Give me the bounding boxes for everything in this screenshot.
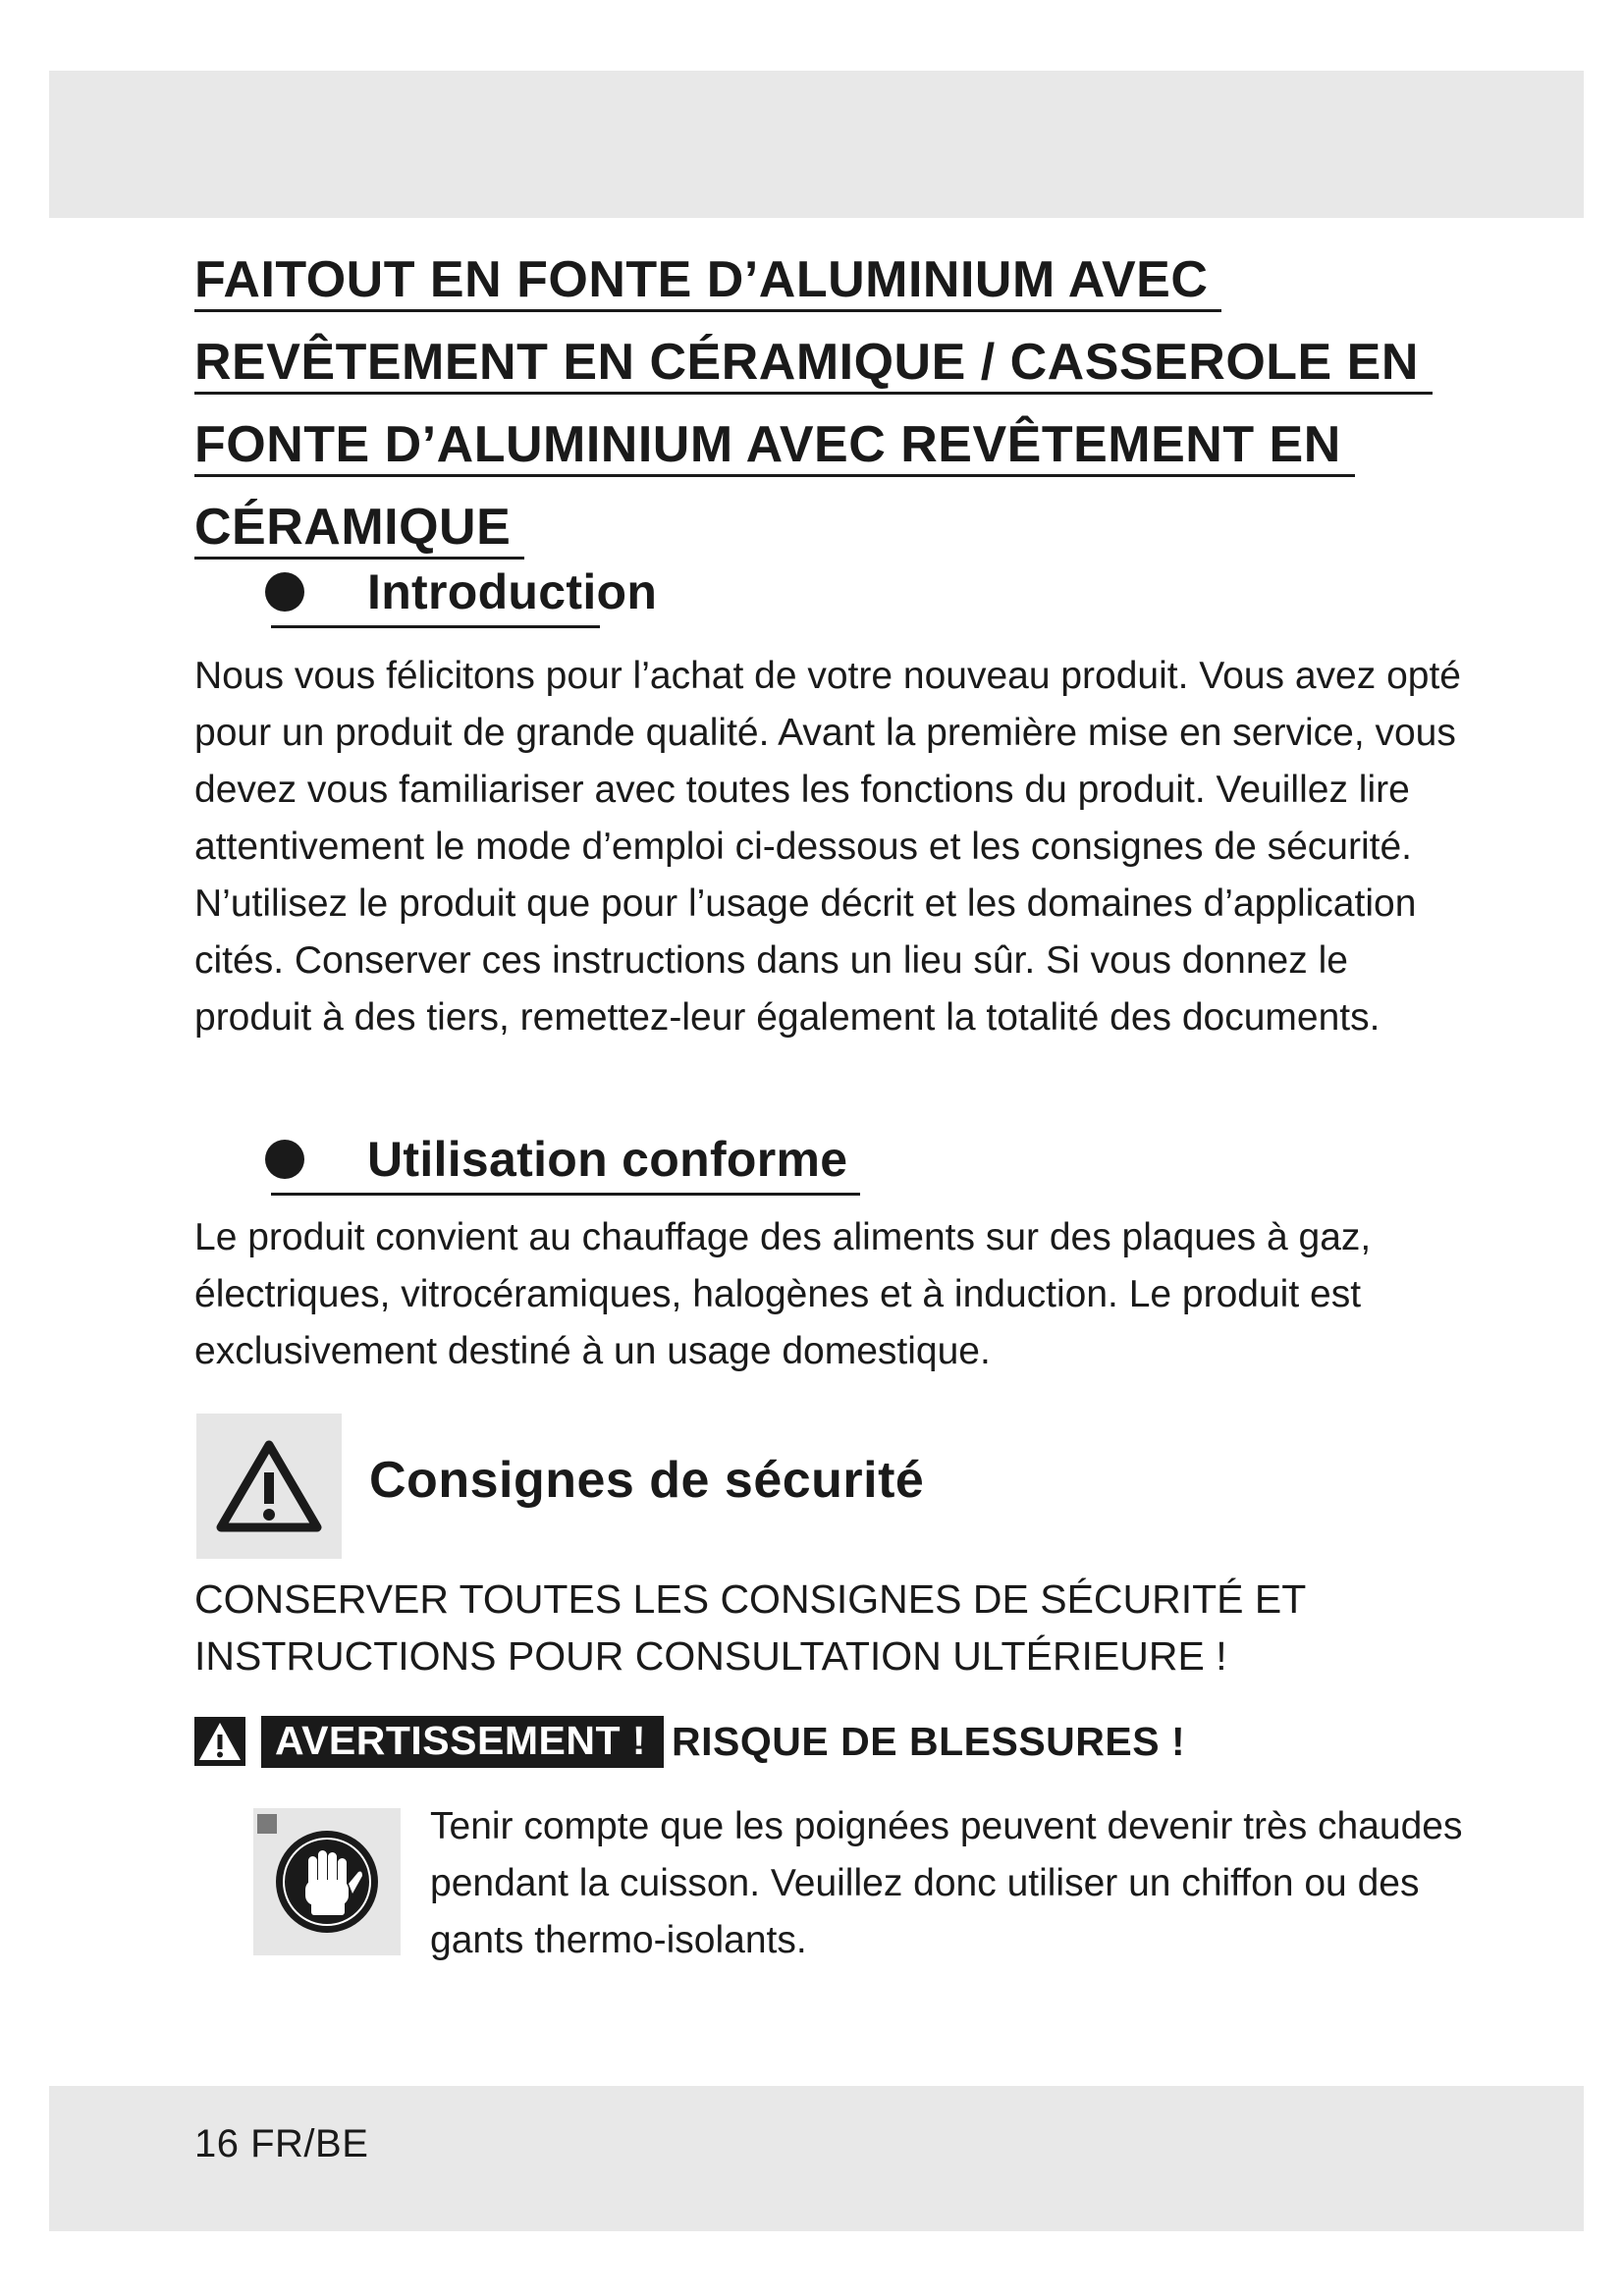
introduction-text: Nous vous félicitons pour l’achat de votre nouveau produit. Vous avez opté pour un produit de grande qualité. Avant la première mise en service, vous devez vous familiariser avec toutes les fonctions du produit. Veuillez lire attentivement le mode d’emploi ci-dessous et les consignes de sécurité. N’utilisez le produit que pour l’usage décrit et les domaines d’application cités. Conserver ces instructions dans un lieu sûr. Si vous donnez le produit à des tiers, remettez-leur également la totalité des documents. xyxy=(194,655,1461,1039)
document-title xyxy=(194,243,1471,573)
intended-use-heading-block xyxy=(265,1125,847,1194)
intended-use-underline xyxy=(271,1193,860,1196)
safety-keep-instructions xyxy=(194,1571,1471,1684)
header-band xyxy=(49,71,1584,218)
warning-triangle-icon xyxy=(194,1717,245,1766)
glove-icon xyxy=(272,1827,382,1937)
introduction-heading: Introduction xyxy=(367,564,658,619)
warning-line xyxy=(194,1714,1185,1769)
title-line-4: CÉRAMIQUE xyxy=(194,498,524,560)
title-line-1: FAITOUT EN FONTE D’ALUMINIUM AVEC xyxy=(194,250,1221,312)
circle-bullet-icon xyxy=(265,572,304,612)
title-line-2: REVÊTEMENT EN CÉRAMIQUE / CASSEROLE EN xyxy=(194,333,1433,395)
safety-heading: Consignes de sécurité xyxy=(369,1452,925,1509)
introduction-underline xyxy=(271,625,600,628)
safety-warning-box xyxy=(196,1414,342,1559)
safety-caps-line-1: CONSERVER TOUTES LES CONSIGNES DE SÉCURITÉ ET xyxy=(194,1576,1307,1622)
intended-use-text: Le produit convient au chauffage des aliments sur des plaques à gaz, électriques, vitrocéramiques, halogènes et à induction. Le produit est exclusivement destiné à un usage domestique. xyxy=(194,1216,1372,1372)
glove-instruction-text: Tenir compte que les poignées peuvent devenir très chaudes pendant la cuisson. Veuillez donc utiliser un chiffon ou des gants thermo-isolants. xyxy=(430,1805,1463,1961)
title-line-3: FONTE D’ALUMINIUM AVEC REVÊTEMENT EN xyxy=(194,415,1355,477)
introduction-heading-block xyxy=(265,558,657,626)
warning-risk: RISQUE DE BLESSURES ! xyxy=(672,1718,1186,1764)
circle-bullet-icon xyxy=(265,1140,304,1179)
safety-caps-line-2: INSTRUCTIONS POUR CONSULTATION ULTÉRIEURE ! xyxy=(194,1633,1227,1679)
page-number: 16 FR/BE xyxy=(194,2122,369,2165)
intended-use-heading: Utilisation conforme xyxy=(367,1132,848,1187)
warning-triangle-icon xyxy=(215,1437,323,1535)
square-bullet xyxy=(257,1814,277,1834)
warning-label: AVERTISSEMENT ! xyxy=(261,1716,664,1768)
